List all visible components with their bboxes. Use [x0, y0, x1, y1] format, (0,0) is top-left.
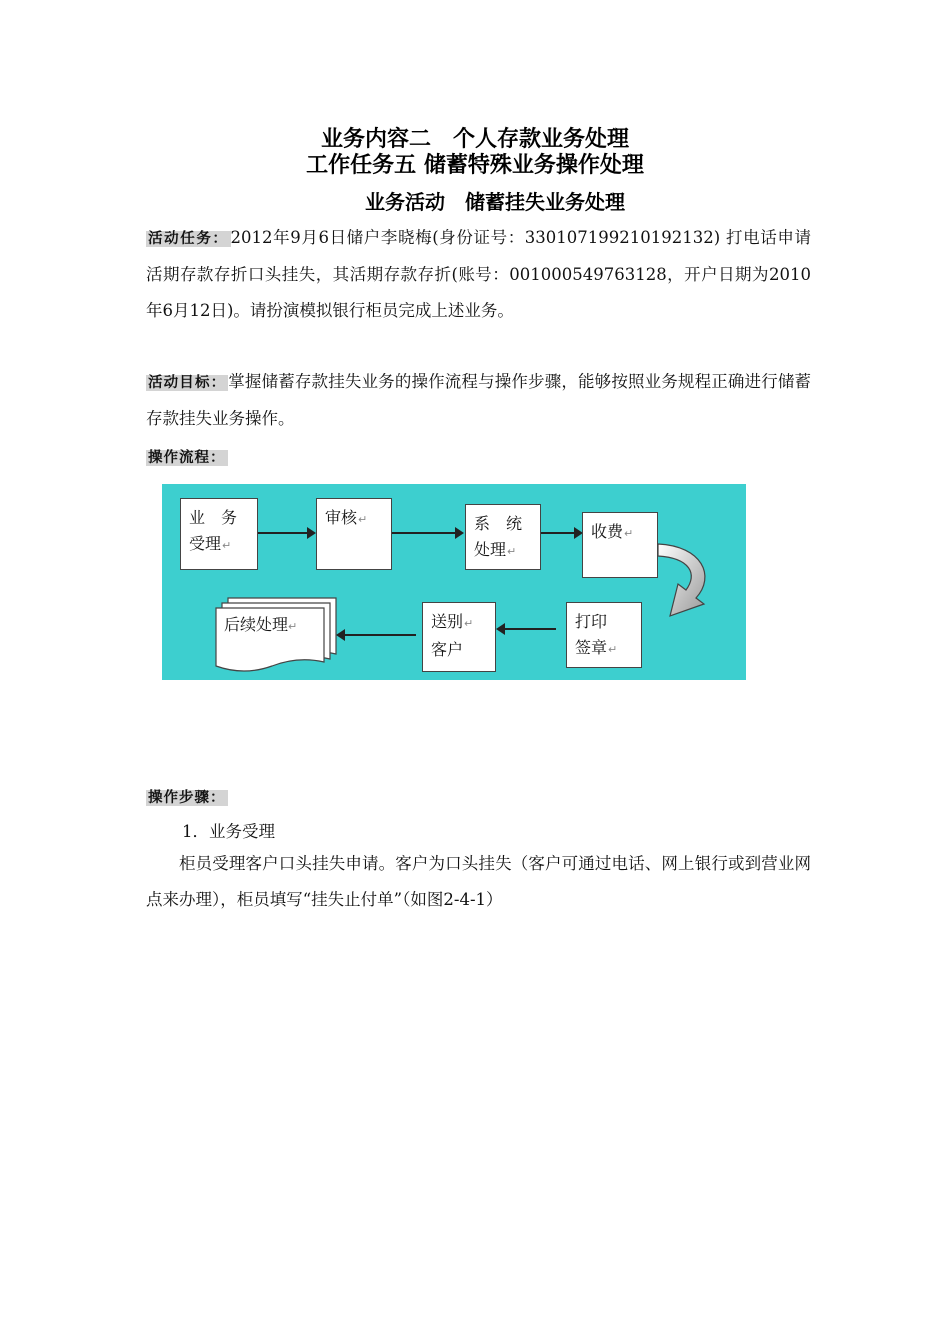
goal-label: 活动目标： [148, 375, 227, 391]
flow-box-accept-text2: 受理 [189, 534, 222, 553]
arrow-right-icon [392, 532, 462, 534]
flow-box-print-line2 [575, 635, 633, 663]
return-mark-icon: ↵ [608, 643, 618, 656]
flow-box-follow-text: 后续处理 [224, 615, 289, 634]
flow-box-print-line1: 打印 [575, 612, 608, 631]
title-line-1: 业务内容二 个人存款业务处理 [320, 127, 629, 152]
process-flow-diagram [162, 484, 746, 680]
flow-box-send-text1: 送别 [431, 612, 464, 631]
flow-box-system-text2: 处理 [474, 540, 507, 559]
flow-heading-label: 操作流程： [148, 450, 226, 466]
goal-text: 掌握储蓄存款挂失业务的操作流程与操作步骤，能够按照业务规程正确进行储蓄存款挂失业务操作。 [146, 372, 812, 428]
flow-box-fee-text: 收费 [591, 522, 624, 541]
title-line-2: 工作任务五 储蓄特殊业务操作处理 [306, 153, 644, 178]
flow-box-accept-line1: 业 务 [189, 508, 238, 527]
flow-box-accept [180, 498, 258, 570]
steps-heading [146, 786, 228, 807]
arrow-right-icon [258, 532, 314, 534]
step1-title: 1．业务受理 [182, 822, 275, 841]
flow-box-follow [224, 612, 297, 635]
title-line-3: 业务活动 储蓄挂失业务处理 [365, 190, 625, 214]
flow-box-review-line [325, 505, 383, 533]
task-paragraph [146, 220, 811, 329]
flow-box-fee-line [591, 519, 649, 547]
flow-box-system-line1: 系 统 [474, 514, 523, 533]
flow-heading [146, 446, 228, 467]
arrow-right-icon [541, 532, 581, 534]
return-mark-icon: ↵ [358, 513, 368, 526]
return-mark-icon: ↵ [624, 527, 634, 540]
return-mark-icon: ↵ [507, 545, 517, 558]
flow-box-send-line1 [431, 609, 487, 637]
flow-box-send-line2: 客户 [431, 640, 464, 659]
flow-box-print [566, 602, 642, 668]
steps-heading-label: 操作步骤： [148, 790, 226, 806]
flow-box-review [316, 498, 392, 570]
flow-box-send [422, 602, 496, 672]
flow-box-system [465, 504, 541, 570]
arrow-left-icon [498, 628, 556, 630]
return-mark-icon: ↵ [288, 620, 298, 633]
task-label: 活动任务： [148, 231, 229, 247]
flow-box-fee [582, 512, 658, 578]
curved-arrow-icon [654, 540, 718, 622]
goal-paragraph [146, 364, 811, 437]
arrow-left-icon [338, 634, 416, 636]
return-mark-icon: ↵ [222, 539, 232, 552]
flow-box-system-line2 [474, 537, 532, 565]
return-mark-icon: ↵ [464, 617, 474, 630]
step1-paragraph: 柜员受理客户口头挂失申请。客户为口头挂失（客户可通过电话、网上银行或到营业网点来办理），柜员填写“挂失止付单”（如图2-4-1） [146, 854, 811, 909]
flow-box-accept-line2 [189, 531, 249, 559]
flow-box-print-text2: 签章 [575, 638, 608, 657]
flow-box-review-text: 审核 [325, 508, 358, 527]
task-text: 2012年9月6日储户李晓梅(身份证号：330107199210192132) 打电话申请活期存款存折口头挂失，其活期存款存折(账号：001000549763128，开户日期为2010年6月12日)。请扮演模拟银行柜员完成上述业务。 [146, 228, 811, 320]
